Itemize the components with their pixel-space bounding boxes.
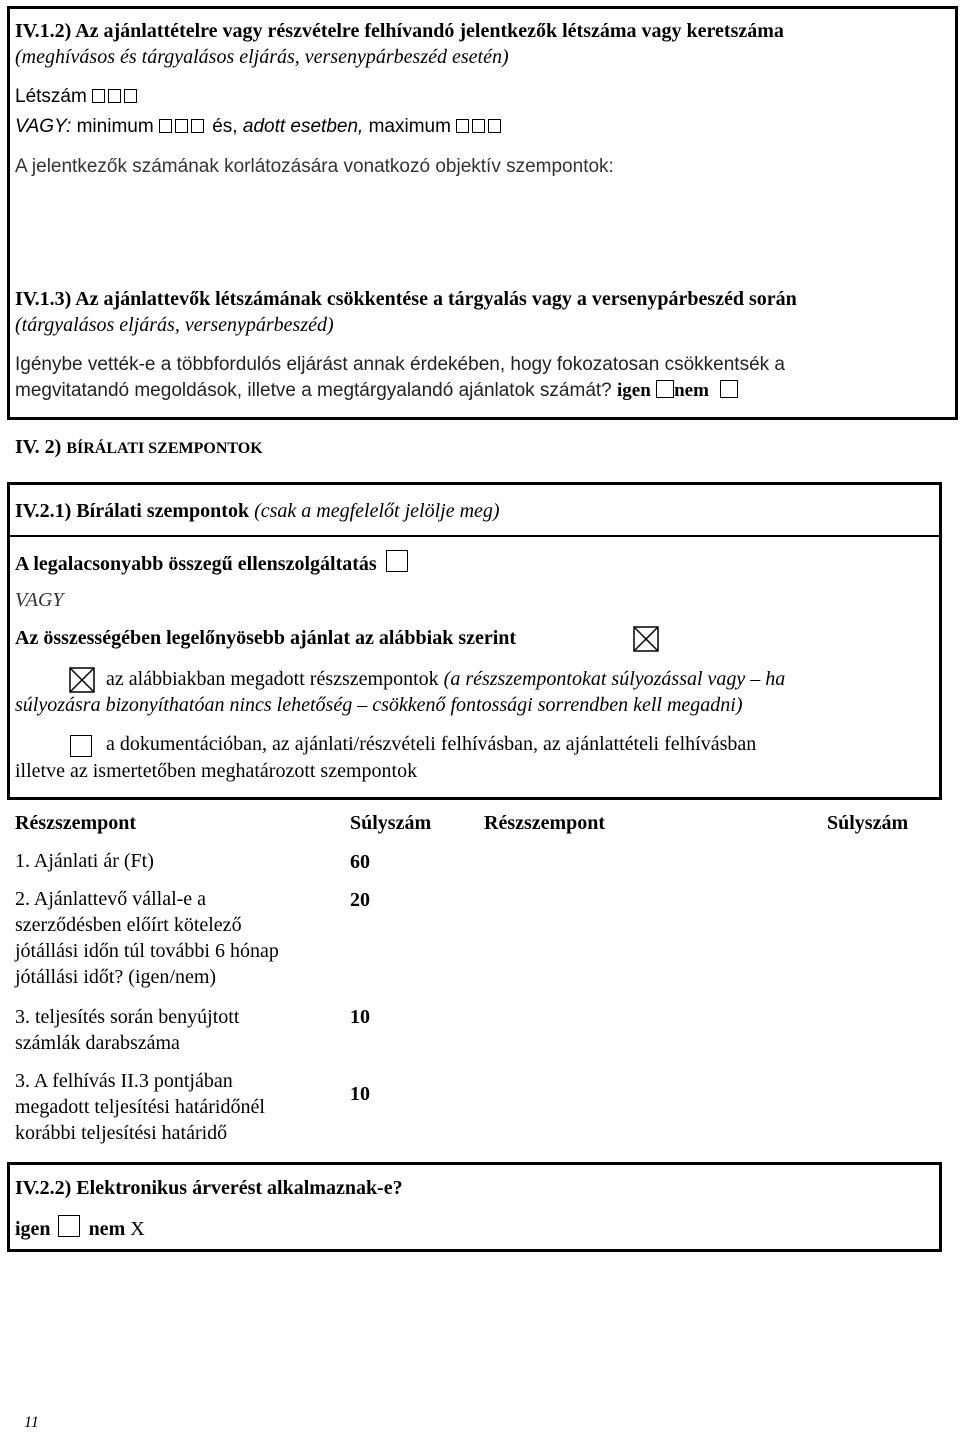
- igen-label: igen: [617, 380, 651, 401]
- adott-esetben: adott esetben,: [242, 116, 364, 137]
- option-best-value: [15, 627, 516, 650]
- table-row-4-weight: 10: [350, 1083, 370, 1105]
- e-auction-igen-label: igen: [15, 1218, 51, 1240]
- e-auction-nem-label: nem: [88, 1218, 126, 1240]
- table-row-3-line1: 3. teljesítés során benyújtott: [15, 1006, 240, 1028]
- heading-iv-2-num: IV. 2): [15, 436, 62, 458]
- section-box-iv-2-2: [7, 1162, 942, 1252]
- minimum-boxes: [159, 116, 207, 137]
- subcriteria-text: az alábbiakban megadott részszempontok: [106, 668, 439, 690]
- table-row-2-line1: 2. Ajánlattevő vállal-e a: [15, 888, 207, 910]
- table-header-weight-1: Súlyszám: [350, 812, 432, 834]
- letszam-boxes: [92, 86, 140, 107]
- multi-round-question-line2: [15, 380, 738, 402]
- table-row-4-line3: korábbi teljesítési határidő: [15, 1122, 228, 1144]
- table-row-2-line3: jótállási időn túl további 6 hónap: [15, 940, 279, 962]
- table-row-1-text: 1. Ajánlati ár (Ft): [15, 850, 154, 872]
- table-row-3-line2: számlák darabszáma: [15, 1032, 180, 1054]
- table-header-weight-2: Súlyszám: [827, 812, 909, 834]
- minimum-label: minimum: [76, 116, 154, 137]
- subcriteria-note-a: (a részszempontokat súlyozással vagy – ha: [443, 668, 786, 690]
- heading-iv-2-1-text: IV.2.1) Bírálati szempontok: [15, 500, 250, 522]
- best-value-checkbox-checked[interactable]: [633, 626, 659, 652]
- divider: [7, 535, 942, 537]
- letszam-line: [15, 86, 140, 108]
- lowest-price-checkbox[interactable]: [386, 550, 408, 572]
- subcriteria-option-line1: [106, 668, 785, 691]
- vagy-prefix: VAGY:: [15, 116, 72, 137]
- option-lowest-price: [15, 550, 408, 576]
- table-row-3-weight: 10: [350, 1006, 370, 1028]
- subcriteria-option-line2: súlyozásra bizonyíthatóan nincs lehetőség – csökkenő fontossági sorrendben kell megadni): [15, 694, 743, 716]
- heading-iv-2: [15, 436, 263, 459]
- multi-round-question-line1: Igénybe vették-e a többfordulós eljárást annak érdekében, hogy fokozatosan csökkentsék a: [15, 354, 785, 375]
- subheading-iv-1-3: (tárgyalásos eljárás, versenypárbeszéd): [15, 314, 334, 336]
- heading-iv-1-3: IV.1.3) Az ajánlattevők létszámának csökkentése a tárgyalás vagy a versenypárbeszéd során: [15, 288, 797, 310]
- letszam-label: Létszám: [15, 86, 87, 107]
- table-header-subcriterion-1: Részszempont: [15, 812, 137, 834]
- heading-iv-2-1-note: (csak a megfelelőt jelölje meg): [254, 500, 500, 522]
- heading-iv-2-text: BÍRÁLATI SZEMPONTOK: [66, 440, 263, 457]
- subheading-iv-1-2: (meghívásos és tárgyalásos eljárás, versenypárbeszéd esetén): [15, 46, 509, 68]
- maximum-boxes: [456, 116, 504, 137]
- table-row-2-weight: 20: [350, 889, 370, 911]
- nem-label: nem: [674, 380, 709, 401]
- igen-checkbox[interactable]: [656, 380, 674, 398]
- table-row-2-line2: szerződésben előírt kötelező: [15, 914, 242, 936]
- documentation-criteria-checkbox[interactable]: [70, 735, 92, 757]
- min-max-line: [15, 116, 504, 138]
- objective-criteria-label: A jelentkezők számának korlátozására vonatkozó objektív szempontok:: [15, 156, 614, 177]
- table-row-2-line4: jótállási időt? (igen/nem): [15, 966, 217, 988]
- table-header-subcriterion-2: Részszempont: [484, 812, 606, 834]
- heading-iv-2-2: IV.2.2) Elektronikus árverést alkalmaznak-e?: [15, 1177, 403, 1199]
- option-best-value-label: Az összességében legelőnyösebb ajánlat az alábbiak szerint: [15, 627, 517, 649]
- question-text: megvitatandó megoldások, illetve a megtárgyalandó ajánlatok számát?: [15, 380, 612, 401]
- page-number: 11: [24, 1414, 39, 1431]
- heading-iv-2-1: [15, 500, 500, 523]
- e-auction-nem-mark: X: [130, 1218, 145, 1240]
- nem-checkbox[interactable]: [720, 380, 738, 398]
- option-lowest-price-label: A legalacsonyabb összegű ellenszolgáltatás: [15, 553, 377, 575]
- documentation-criteria-line1: a dokumentációban, az ajánlati/részvételi felhívásban, az ajánlattételi felhívásban: [106, 733, 757, 755]
- es-label: és,: [212, 116, 238, 137]
- e-auction-answer-line: [15, 1215, 145, 1241]
- table-row-4-line2: megadott teljesítési határidőnél: [15, 1096, 265, 1118]
- heading-iv-1-2: IV.1.2) Az ajánlattételre vagy részvételre felhívandó jelentkezők létszáma vagy keretszáma: [15, 20, 784, 42]
- subcriteria-checkbox-checked[interactable]: [69, 667, 95, 693]
- documentation-criteria-line2: illetve az ismertetőben meghatározott szempontok: [15, 760, 418, 782]
- table-row-1-weight: 60: [350, 851, 370, 873]
- table-row-4-line1: 3. A felhívás II.3 pontjában: [15, 1070, 233, 1092]
- vagy-label: VAGY: [15, 589, 64, 611]
- maximum-label: maximum: [368, 116, 451, 137]
- e-auction-igen-checkbox[interactable]: [58, 1215, 80, 1237]
